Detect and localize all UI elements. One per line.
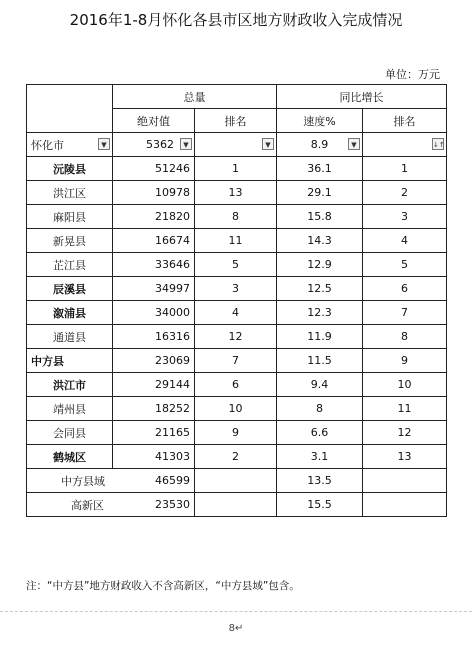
absolute-value: 16674 [113,229,195,253]
dropdown-arrow-icon[interactable]: ▼ [348,138,360,150]
absolute-value: 29144 [113,373,195,397]
table-row [27,397,447,421]
header-growth-rank: 排名 [363,109,447,133]
total-rank: 1 [195,157,277,181]
growth-speed: 11.5 [277,349,363,373]
total-rank [195,469,277,493]
absolute-value: 34997 [113,277,195,301]
region-name: 鹤城区 [27,445,113,469]
region-name: 新晃县 [27,229,113,253]
total-rank: 10 [195,397,277,421]
growth-speed: 6.6 [277,421,363,445]
growth-speed: 12.3 [277,301,363,325]
growth-speed: 13.5 [277,469,363,493]
page-number: 8↵ [228,623,244,634]
absolute-value: 46599 [113,469,195,493]
total-rank: 11 [195,229,277,253]
table-row [27,493,447,517]
growth-rank [363,493,447,517]
total-rank: 7 [195,349,277,373]
total-rank: 6 [195,373,277,397]
growth-speed: 12.5 [277,277,363,301]
growth-rank: 9 [363,349,447,373]
total-rank: 13 [195,181,277,205]
footnote: 注：“中方县”地方财政收入不含高新区，“中方县域”包含。 [26,580,300,592]
filter-grank-cell [363,133,447,157]
growth-speed: 15.5 [277,493,363,517]
growth-rank: 3 [363,205,447,229]
table-row [27,445,447,469]
absolute-value: 16316 [113,325,195,349]
revenue-table [26,84,447,517]
sort-ascending-icon[interactable]: ↓↑ [432,138,444,150]
growth-speed: 14.3 [277,229,363,253]
absolute-value: 23530 [113,493,195,517]
filter-row [27,133,447,157]
header-speed: 速度% [277,109,363,133]
absolute-value: 34000 [113,301,195,325]
table-row [27,373,447,397]
dropdown-arrow-icon[interactable]: ▼ [180,138,192,150]
total-rank: 5 [195,253,277,277]
growth-rank: 6 [363,277,447,301]
growth-rank: 1 [363,157,447,181]
growth-rank [363,469,447,493]
header-total: 总量 [113,85,277,109]
table-row [27,301,447,325]
growth-rank: 8 [363,325,447,349]
region-name: 辰溪县 [27,277,113,301]
table-row [27,181,447,205]
absolute-value: 21165 [113,421,195,445]
growth-rank: 2 [363,181,447,205]
total-rank: 4 [195,301,277,325]
region-name: 芷江县 [27,253,113,277]
region-name: 靖州县 [27,397,113,421]
unit-label: 单位：万元 [385,68,440,81]
absolute-value: 23069 [113,349,195,373]
total-rank: 12 [195,325,277,349]
total-rank: 3 [195,277,277,301]
filter-name: 怀化市 [31,138,64,152]
header-row-1 [27,85,447,109]
growth-speed: 36.1 [277,157,363,181]
growth-speed: 15.8 [277,205,363,229]
header-rank: 排名 [195,109,277,133]
table-row [27,253,447,277]
absolute-value: 18252 [113,397,195,421]
total-rank [195,493,277,517]
growth-speed: 8 [277,397,363,421]
table-row [27,205,447,229]
absolute-value: 33646 [113,253,195,277]
region-name: 会同县 [27,421,113,445]
total-rank: 2 [195,445,277,469]
filter-name-cell [27,133,113,157]
header-blank-cell [27,85,113,133]
growth-speed: 9.4 [277,373,363,397]
absolute-value: 10978 [113,181,195,205]
filter-value: 5362 [146,138,174,151]
region-name: 中方县域 [27,469,113,493]
absolute-value: 41303 [113,445,195,469]
region-name: 洪江区 [27,181,113,205]
growth-rank: 13 [363,445,447,469]
growth-speed: 11.9 [277,325,363,349]
growth-rank: 4 [363,229,447,253]
filter-speed-cell [277,133,363,157]
dropdown-arrow-icon[interactable]: ▼ [98,138,110,150]
filter-rank-cell [195,133,277,157]
dropdown-arrow-icon[interactable]: ▼ [262,138,274,150]
table-row [27,229,447,253]
document-title: 2016年1-8月怀化各县市区地方财政收入完成情况 [69,11,403,29]
growth-speed: 12.9 [277,253,363,277]
region-name: 沅陵县 [27,157,113,181]
region-name: 高新区 [27,493,113,517]
growth-speed: 3.1 [277,445,363,469]
page-break-line [0,611,472,612]
filter-value-cell [113,133,195,157]
growth-speed: 29.1 [277,181,363,205]
table-row [27,157,447,181]
growth-rank: 5 [363,253,447,277]
table-row [27,421,447,445]
region-name: 中方县 [27,349,113,373]
header-absolute: 绝对值 [113,109,195,133]
region-name: 麻阳县 [27,205,113,229]
table-row [27,277,447,301]
total-rank: 9 [195,421,277,445]
growth-rank: 12 [363,421,447,445]
absolute-value: 21820 [113,205,195,229]
table-row [27,349,447,373]
region-name: 通道县 [27,325,113,349]
header-growth: 同比增长 [277,85,447,109]
absolute-value: 51246 [113,157,195,181]
filter-speed: 8.9 [310,138,329,151]
table-row [27,469,447,493]
region-name: 洪江市 [27,373,113,397]
growth-rank: 7 [363,301,447,325]
total-rank: 8 [195,205,277,229]
table-row [27,325,447,349]
growth-rank: 10 [363,373,447,397]
growth-rank: 11 [363,397,447,421]
region-name: 溆浦县 [27,301,113,325]
